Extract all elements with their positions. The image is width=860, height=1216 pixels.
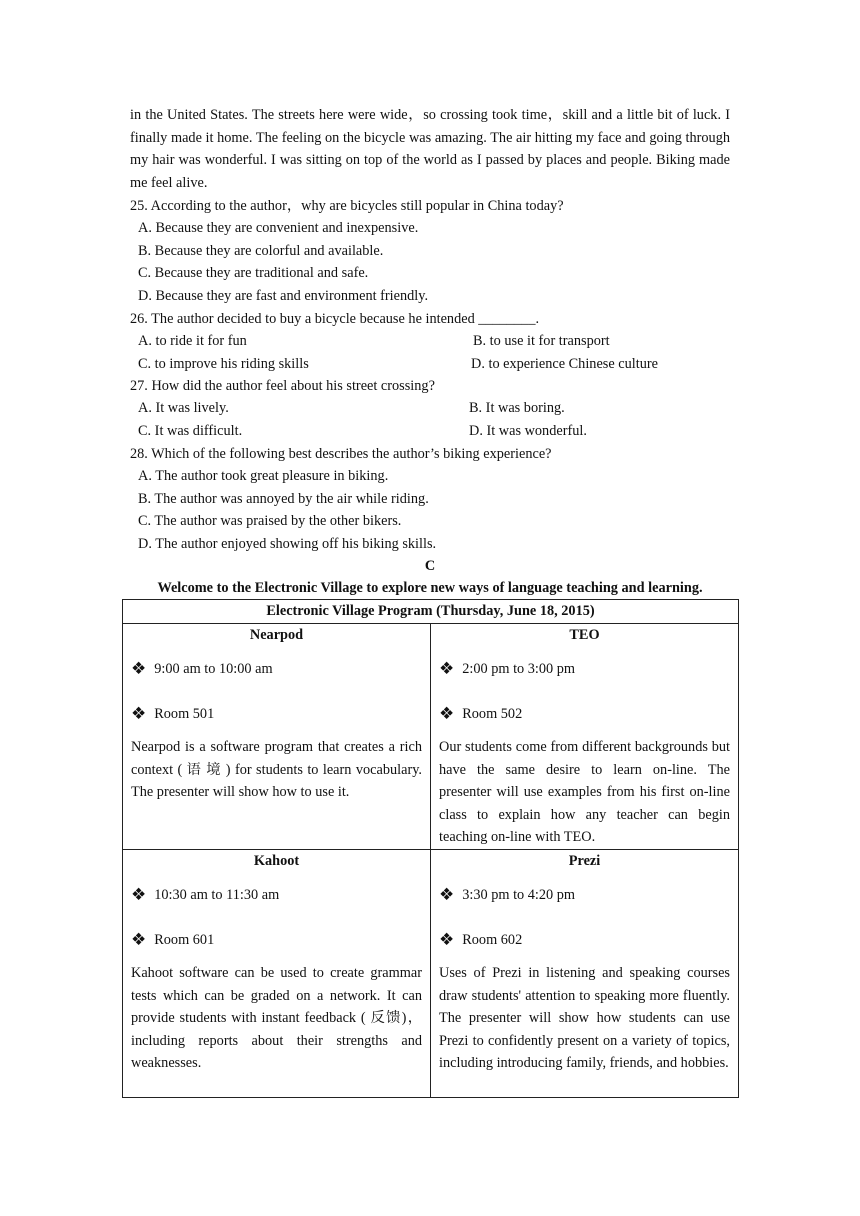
session-time-item xyxy=(131,658,422,680)
section-letter: C xyxy=(424,558,436,574)
diamond-bullet-icon: ❖ xyxy=(439,659,455,679)
diamond-bullet-icon: ❖ xyxy=(131,930,147,950)
session-cell-nearpod xyxy=(123,624,431,850)
session-cell-kahoot xyxy=(123,850,431,1098)
question-26-option-c: C. to improve his riding skills xyxy=(138,356,309,372)
question-25-option-b: B. Because they are colorful and available. xyxy=(138,243,384,259)
diamond-bullet-icon: ❖ xyxy=(439,930,455,950)
question-27-stem: 27. How did the author feel about his street crossing? xyxy=(130,378,435,394)
session-description: Our students come from different backgrounds but have the same desire to learn on-line. The presenter will use examples from his first on-line class to explain how any teacher can begin teaching on-line with TEO. xyxy=(439,739,730,846)
session-room-item xyxy=(131,703,422,725)
session-room-item xyxy=(439,703,730,725)
diamond-bullet-icon: ❖ xyxy=(439,704,455,724)
program-row xyxy=(123,624,739,850)
intro-paragraph: in the United States. The streets here were wide，so crossing took time，skill and a little bit of luck. I finally made it home. The feeling on the bicycle was amazing. The air hitting my face and going through my hair was wonderful. I was sitting on top of the world as I passed by places and people. Biking made me feel alive. xyxy=(130,107,730,191)
session-title: Kahoot xyxy=(253,853,300,869)
question-26-option-a: A. to ride it for fun xyxy=(138,333,247,349)
session-room-item xyxy=(131,929,422,951)
question-28-stem: 28. Which of the following best describes the author’s biking experience? xyxy=(130,446,552,462)
session-description: Uses of Prezi in listening and speaking courses draw students' attention to speaking more fluently. The presenter will show how students can use Prezi to confidently present on a variety of topics, including introducing family, friends, and hobbies. xyxy=(439,965,730,1072)
session-time-item xyxy=(439,884,730,906)
session-cell-teo xyxy=(431,624,739,850)
question-27-option-b: B. It was boring. xyxy=(469,400,565,416)
session-description: Kahoot software can be used to create grammar tests which can be graded on a network. It can provide students with instant feedback ( 反馈)，including reports about their strengths and weaknesses. xyxy=(131,965,422,1072)
diamond-bullet-icon: ❖ xyxy=(131,659,147,679)
question-25-option-a: A. Because they are convenient and inexpensive. xyxy=(138,220,419,236)
diamond-bullet-icon: ❖ xyxy=(131,704,147,724)
program-table xyxy=(122,599,739,1098)
section-heading: Welcome to the Electronic Village to explore new ways of language teaching and learning. xyxy=(157,580,703,596)
session-title: Prezi xyxy=(568,853,601,869)
session-time: 9:00 am to 10:00 am xyxy=(154,661,273,677)
program-caption-row xyxy=(123,600,739,624)
session-time: 2:00 pm to 3:00 pm xyxy=(462,661,576,677)
session-title: TEO xyxy=(569,627,600,643)
session-time: 3:30 pm to 4:20 pm xyxy=(462,887,576,903)
question-27-option-a: A. It was lively. xyxy=(138,400,229,416)
session-cell-prezi xyxy=(431,850,739,1098)
session-time: 10:30 am to 11:30 am xyxy=(154,887,280,903)
diamond-bullet-icon: ❖ xyxy=(131,885,147,905)
question-28-option-d: D. The author enjoyed showing off his biking skills. xyxy=(138,536,437,552)
question-25-option-c: C. Because they are traditional and safe. xyxy=(138,265,369,281)
session-room-item xyxy=(439,929,730,951)
question-27-option-d: D. It was wonderful. xyxy=(469,423,587,439)
session-room: Room 602 xyxy=(462,932,523,948)
question-28-option-a: A. The author took great pleasure in biking. xyxy=(138,468,389,484)
program-row xyxy=(123,850,739,1098)
question-26-option-b: B. to use it for transport xyxy=(473,333,610,349)
diamond-bullet-icon: ❖ xyxy=(439,885,455,905)
session-description: Nearpod is a software program that creates a rich context ( 语 境 ) for students to learn vocabulary. The presenter will show how to use it. xyxy=(131,739,422,801)
question-28-option-b: B. The author was annoyed by the air while riding. xyxy=(138,491,429,507)
question-26-option-d: D. to experience Chinese culture xyxy=(471,356,658,372)
question-25-option-d: D. Because they are fast and environment friendly. xyxy=(138,288,429,304)
program-caption: Electronic Village Program (Thursday, June 18, 2015) xyxy=(123,600,739,624)
question-25-stem: 25. According to the author，why are bicycles still popular in China today? xyxy=(130,198,564,214)
session-title: Nearpod xyxy=(249,627,304,643)
question-27-option-c: C. It was difficult. xyxy=(138,423,243,439)
session-room: Room 502 xyxy=(462,706,523,722)
question-26-stem: 26. The author decided to buy a bicycle because he intended ________. xyxy=(130,311,540,327)
session-time-item xyxy=(439,658,730,680)
session-room: Room 601 xyxy=(154,932,215,948)
question-28-option-c: C. The author was praised by the other bikers. xyxy=(138,513,402,529)
session-time-item xyxy=(131,884,422,906)
session-room: Room 501 xyxy=(154,706,215,722)
